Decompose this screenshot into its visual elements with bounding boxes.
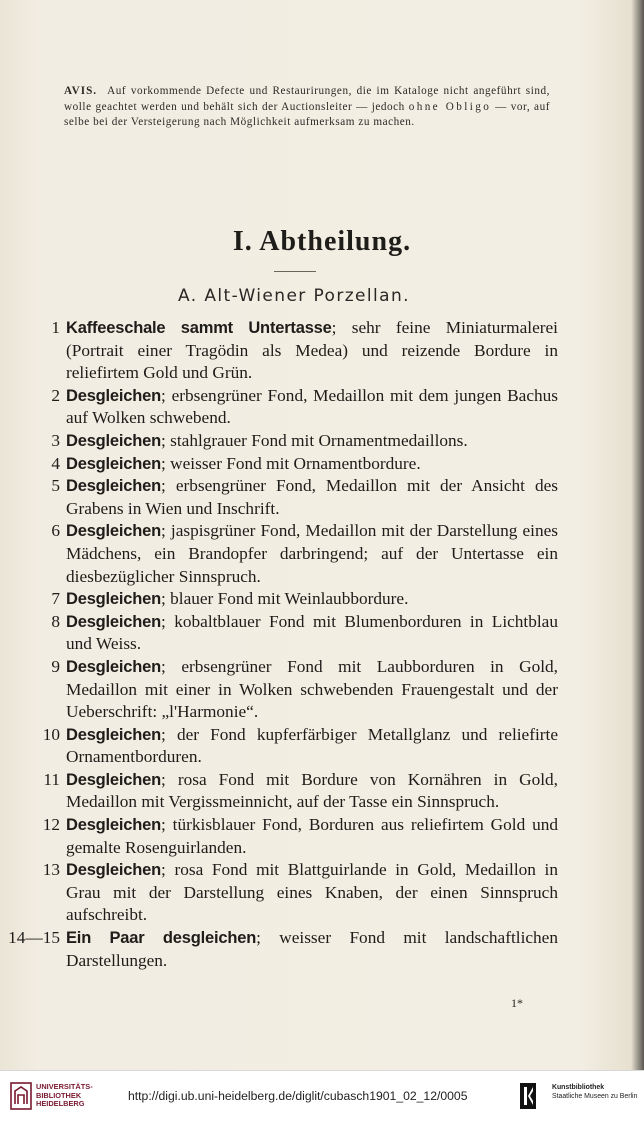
catalog-entry	[36, 814, 558, 859]
digitization-footer	[0, 1070, 644, 1122]
entry-text: ; blauer Fond mit Weinlaubbordure.	[161, 589, 409, 609]
notice-text-b: — vor, auf selbe bei der Versteigerung nach Möglichkeit aufmerksam zu machen.	[64, 100, 550, 129]
notice-keyword: AVIS.	[64, 85, 98, 97]
entry-number: 4	[51, 453, 60, 473]
entry-text: ; erbsengrüner Fond, Medaillon mit der Ansicht des Grabens in Wien und Inschrift.	[66, 476, 558, 518]
permalink-url[interactable]: http://digi.ub.uni-heidelberg.de/diglit/cubasch1901_02_12/0005	[128, 1089, 468, 1103]
section-title: I. Abtheilung.	[232, 226, 412, 257]
notice-spaced: ohne Obligo	[408, 100, 492, 113]
kunstbibliothek-name	[552, 1084, 637, 1101]
entry-number: 8	[51, 611, 60, 631]
entry-text: ; der Fond kupferfärbiger Metallglanz und reliefirte Ornamentborduren.	[66, 724, 558, 767]
entry-text: ; jaspisgrüner Fond, Medaillon mit der Darstellung eines Mädchens, ein Brandopfer darbringend; auf der Untertasse ein diesbezüglicher Sinnspruch.	[66, 521, 558, 586]
catalog-entries	[8, 317, 558, 972]
uni-line-2: BIBLIOTHEK	[36, 1090, 82, 1100]
catalog-entry	[36, 769, 558, 814]
entry-keyword: Desgleichen	[66, 454, 162, 473]
entry-number: 14—15	[8, 928, 60, 948]
entry-keyword: Desgleichen	[66, 861, 162, 880]
heidelberg-university-logo-icon	[10, 1082, 32, 1110]
entry-text: ; kobaltblauer Fond mit Blumenborduren in Lichtblau und Weiss.	[66, 611, 558, 654]
entry-text: ; weisser Fond mit Ornamentbordure.	[161, 453, 421, 473]
entry-number: 9	[51, 656, 60, 676]
entry-number: 3	[51, 430, 60, 450]
entry-keyword: Desgleichen	[66, 770, 162, 789]
entry-keyword: Desgleichen	[66, 522, 162, 541]
page-signature: 1*	[511, 996, 523, 1010]
kb-line-1: Kunstbibliothek	[552, 1084, 605, 1091]
kunstbibliothek-logo-icon	[520, 1083, 536, 1109]
catalog-entry	[36, 475, 558, 520]
entry-text: ; erbsengrüner Fond mit Laubborduren in Gold, Medaillon mit einer in Wolken schwebenden Frauengestalt und der Ueberschrift: „l'Harmonie“.	[66, 656, 558, 722]
kb-line-2: Staatliche Museen zu Berlin	[552, 1092, 638, 1100]
catalog-entry	[36, 520, 558, 588]
entry-text: ; rosa Fond mit Bordure von Kornähren in Gold, Medaillon mit Vergissmeinnicht, auf der Tasse ein Sinnspruch.	[66, 769, 558, 812]
catalog-entry	[8, 927, 558, 972]
entry-number: 7	[51, 589, 60, 609]
entry-keyword: Desgleichen	[66, 725, 162, 744]
university-library-name	[36, 1083, 93, 1109]
catalog-entry	[36, 859, 558, 927]
entry-text: ; rosa Fond mit Blattguirlande in Gold, Medaillon in Grau mit der Darstellung eines Knaben, der einen Sinnspruch aufschreibt.	[66, 860, 558, 925]
entry-number: 2	[51, 385, 60, 405]
entry-keyword: Desgleichen	[66, 816, 162, 835]
entry-number: 10	[42, 724, 60, 744]
entry-number: 12	[42, 815, 60, 835]
entry-keyword: Kaffeeschale sammt Untertasse	[66, 319, 332, 337]
entry-number: 11	[43, 769, 60, 789]
notice-text-a: Auf vorkommende Defecte und Restaurirungen, die im Kataloge nicht angeführt sind, wolle geachtet werden und behält sich der Auctionsleiter — jedoch	[64, 85, 551, 113]
entry-keyword: Desgleichen	[66, 477, 162, 496]
catalog-entry	[36, 453, 558, 476]
catalog-entry	[36, 430, 558, 453]
entry-keyword: Desgleichen	[66, 657, 162, 676]
entry-keyword: Desgleichen	[66, 386, 162, 405]
uni-line-3: HEIDELBERG	[36, 1099, 85, 1109]
entry-keyword: Desgleichen	[66, 590, 162, 609]
catalog-entry	[36, 656, 558, 724]
entry-keyword: Ein Paar desgleichen	[66, 929, 257, 948]
catalog-entry	[36, 611, 558, 656]
title-divider	[274, 271, 316, 272]
catalog-entry	[36, 385, 558, 430]
uni-line-1: UNIVERSITÄTS-	[36, 1082, 93, 1091]
entry-text: ; sehr feine Miniaturmalerei (Portrait einer Tragödin als Medea) und reizende Bordure in reliefirtem Gold und Grün.	[66, 318, 558, 383]
section-subtitle: A. Alt-Wiener Porzellan.	[178, 286, 410, 306]
entry-text: ; stahlgrauer Fond mit Ornamentmedaillons.	[161, 430, 468, 450]
entry-text: ; erbsengrüner Fond, Medaillon mit dem jungen Bachus auf Wolken schwebend.	[66, 385, 558, 428]
catalog-entry	[36, 588, 558, 611]
catalog-entry	[36, 317, 558, 385]
entry-number: 6	[51, 521, 60, 541]
notice-paragraph	[64, 84, 550, 131]
entry-keyword: Desgleichen	[66, 431, 162, 450]
entry-text: ; türkisblauer Fond, Borduren aus reliefirtem Gold und gemalte Rosenguirlanden.	[66, 815, 558, 857]
entry-number: 1	[51, 318, 60, 337]
entry-number: 13	[42, 860, 60, 880]
entry-text: ; weisser Fond mit landschaftlichen Darstellungen.	[66, 928, 558, 970]
entry-number: 5	[51, 476, 60, 496]
catalog-entry	[36, 724, 558, 769]
entry-keyword: Desgleichen	[66, 612, 162, 631]
